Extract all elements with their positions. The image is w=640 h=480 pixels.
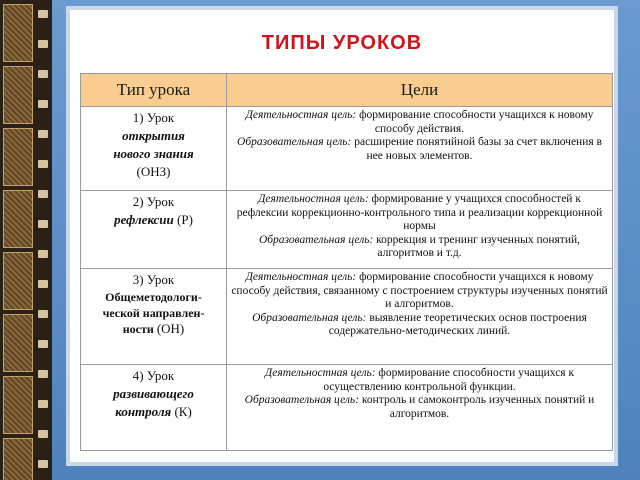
lesson-type-cell (81, 365, 227, 451)
film-hole (38, 160, 48, 168)
film-hole (38, 40, 48, 48)
film-hole (38, 130, 48, 138)
goal-label: Деятельностная цель: (264, 367, 376, 379)
lesson-type-prefix: 3) Урок (132, 272, 175, 287)
table-row (81, 107, 613, 191)
goals-cell (227, 191, 613, 269)
lesson-type-cell (81, 191, 227, 269)
lesson-types-table (80, 73, 613, 451)
table-header-row (81, 74, 613, 107)
lesson-type-name: развивающего (113, 386, 194, 401)
film-frame (3, 438, 33, 480)
goal-text: выявление теоретических основ построения содержательно-методических линий. (328, 311, 587, 337)
lesson-type-prefix: 1) Урок (132, 110, 175, 125)
lesson-type-name: Общеметодологи- (105, 290, 202, 304)
goal-text: формирование способности учащихся к новому способу действия. (359, 109, 594, 135)
film-hole (38, 220, 48, 228)
goal-text: формирование способности учащихся к осуществлению контрольной функции. (323, 367, 575, 393)
lesson-type-name: нового знания (113, 146, 194, 161)
film-frame (3, 252, 33, 310)
goal-label: Образовательная цель: (244, 394, 359, 406)
goal-label: Образовательная цель: (252, 311, 367, 324)
goals-cell (227, 107, 613, 191)
goal-label: Деятельностная цель: (245, 109, 357, 121)
goal-text: расширение понятийной базы за счет включения в нее новых элементов. (354, 136, 602, 162)
table-row (81, 269, 613, 365)
goals-cell (227, 365, 613, 451)
film-strip-decoration (0, 0, 52, 480)
lesson-type-name: контроля (115, 404, 172, 419)
lesson-type-abbr: (К) (174, 404, 192, 419)
table-row (81, 365, 613, 451)
film-hole (38, 70, 48, 78)
lesson-type-name: ности (122, 322, 154, 336)
slide-title: ТИПЫ УРОКОВ (261, 32, 423, 54)
film-frame (3, 376, 33, 434)
film-hole (38, 100, 48, 108)
film-frame (3, 128, 33, 186)
goal-text: формирование у учащихся способностей к рефлексии коррекционно-контрольного типа и реализации коррекционной нормы (236, 193, 603, 232)
film-frame (3, 314, 33, 372)
lesson-type-abbr: (ОНЗ) (136, 164, 171, 179)
goal-text: коррекция и тренинг изученных понятий, алгоритмов и т.д. (376, 233, 581, 259)
film-hole (38, 460, 48, 468)
goal-label: Деятельностная цель: (258, 193, 369, 205)
goal-label: Образовательная цель: (237, 136, 352, 148)
lesson-type-abbr: (Р) (177, 212, 193, 227)
goal-text: контроль и самоконтроль изученных понятий и алгоритмов. (361, 394, 595, 420)
film-frame (3, 66, 33, 124)
header-lesson-type: Тип урока (81, 74, 227, 107)
film-hole (38, 430, 48, 438)
lesson-type-cell (81, 269, 227, 365)
slide (66, 6, 618, 466)
film-frame (3, 4, 33, 62)
lesson-type-cell (81, 107, 227, 191)
film-hole (38, 190, 48, 198)
lesson-type-name: рефлексии (114, 212, 174, 227)
goal-label: Деятельностная цель: (245, 271, 357, 283)
goals-cell (227, 269, 613, 365)
film-hole (38, 10, 48, 18)
lesson-type-name: ческой направлен- (102, 306, 205, 320)
lesson-type-prefix: 2) Урок (132, 194, 175, 209)
goal-text: формирование способности учащихся к новому способу действия, связанному с построением структуры изученных понятий и алгоритмов. (231, 271, 608, 310)
film-hole (38, 250, 48, 258)
lesson-type-prefix: 4) Урок (132, 368, 175, 383)
film-hole (38, 370, 48, 378)
film-hole (38, 280, 48, 288)
film-hole (38, 400, 48, 408)
table-row (81, 191, 613, 269)
lesson-type-abbr: (ОН) (156, 321, 185, 336)
film-hole (38, 340, 48, 348)
header-goals: Цели (227, 74, 613, 107)
lesson-type-name: открытия (122, 128, 185, 143)
film-frame (3, 190, 33, 248)
film-hole (38, 310, 48, 318)
goal-label: Образовательная цель: (258, 233, 374, 246)
